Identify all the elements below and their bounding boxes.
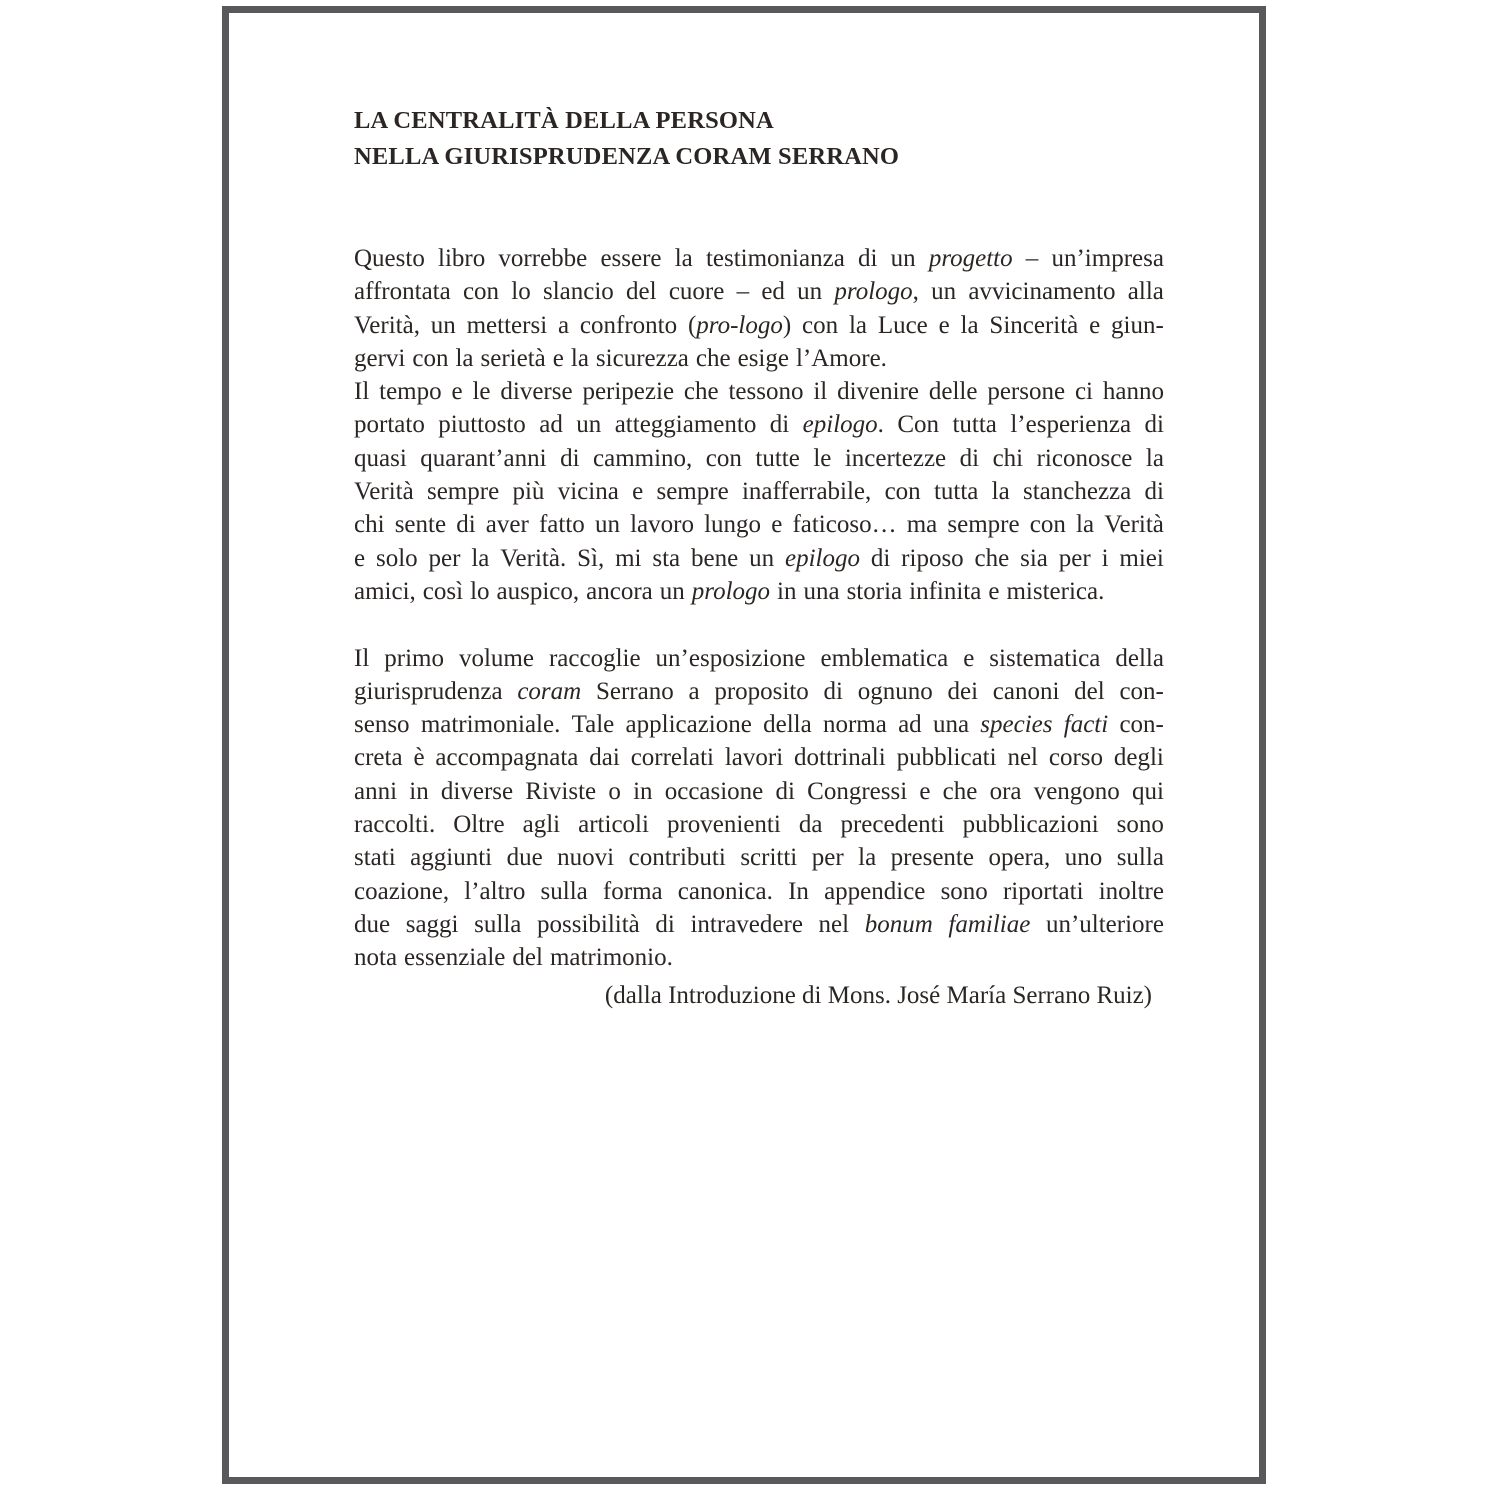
cover-text: [354, 103, 1164, 1012]
word: infinita: [909, 577, 982, 605]
word: ad: [539, 411, 563, 439]
word: vengono: [1033, 777, 1120, 805]
word: inafferrabile,: [741, 478, 872, 506]
word: di: [1144, 478, 1164, 506]
word: accompagnata: [435, 744, 579, 772]
word: Sincerità: [989, 311, 1079, 339]
text-line: [354, 309, 1164, 342]
text-line: [354, 642, 1164, 675]
word: qui: [1132, 777, 1164, 805]
word: sente: [394, 511, 447, 539]
word: ora: [989, 777, 1022, 805]
word: miei: [1119, 544, 1164, 572]
word: sulla: [474, 910, 522, 938]
word: lavori: [724, 744, 784, 772]
word: sempre: [426, 478, 500, 506]
word: ma: [906, 511, 938, 539]
word: quasi: [354, 444, 407, 472]
word: pubblicazioni: [962, 811, 1099, 839]
word: un: [576, 411, 602, 439]
word: di: [769, 411, 790, 439]
word: più: [512, 478, 545, 506]
word: epilogo: [784, 544, 860, 572]
word: alla: [1127, 278, 1164, 306]
word: tutte: [755, 444, 800, 472]
paragraph-spacer: [354, 608, 1164, 641]
word: del: [512, 944, 543, 972]
title-line-1: LA CENTRALITÀ DELLA PERSONA: [354, 107, 774, 134]
word: portato: [354, 411, 425, 439]
word: in: [409, 777, 429, 805]
word: aver: [485, 511, 529, 539]
title-line-2: NELLA GIURISPRUDENZA CORAM SERRANO: [354, 143, 900, 170]
word: e: [963, 644, 975, 672]
word: per: [1058, 544, 1091, 572]
word: incertezze: [844, 444, 947, 472]
word: intravedere: [690, 910, 803, 938]
word: esige: [737, 344, 789, 372]
word: sta: [652, 544, 681, 572]
word: lo: [511, 278, 531, 306]
word: Il: [354, 644, 370, 672]
word: presente: [890, 844, 974, 872]
word: ci: [1074, 378, 1093, 406]
word: ad: [898, 711, 922, 739]
word: e: [632, 478, 644, 506]
text-line: [354, 941, 1164, 974]
word: precedenti: [840, 811, 945, 839]
word: e: [451, 378, 463, 406]
word: un: [797, 278, 823, 306]
word: sia: [1020, 544, 1048, 572]
word: prologo,: [834, 278, 919, 306]
word: sicurezza: [595, 344, 689, 372]
word: degli: [1113, 744, 1164, 772]
word: bonum: [864, 910, 933, 938]
word: è: [413, 744, 425, 772]
word: nel: [818, 910, 850, 938]
word: fatto: [538, 511, 585, 539]
word: tempo: [379, 378, 442, 406]
word: o: [608, 777, 621, 805]
text-line: [354, 475, 1164, 508]
word: la: [848, 311, 867, 339]
word: piuttosto: [438, 411, 526, 439]
word: di: [560, 444, 580, 472]
word: che: [942, 777, 978, 805]
word: con: [462, 278, 500, 306]
word: del: [626, 278, 657, 306]
word: Con: [897, 411, 940, 439]
word: Serrano: [595, 677, 674, 705]
word: gervi: [354, 344, 406, 372]
word: species: [980, 711, 1053, 739]
text-line: [354, 675, 1164, 708]
word: che: [683, 378, 719, 406]
word: faticoso…: [792, 511, 897, 539]
word: la: [858, 844, 877, 872]
book-back-cover: [222, 6, 1266, 1484]
word: di: [959, 444, 980, 472]
word: epilogo.: [802, 411, 884, 439]
word: con: [1029, 511, 1066, 539]
word: di: [456, 511, 476, 539]
word: le: [472, 378, 491, 406]
word: sulla: [540, 877, 588, 905]
word: di: [1144, 411, 1164, 439]
word: coram: [517, 677, 582, 705]
word: i: [1101, 544, 1109, 572]
word: anni: [354, 777, 398, 805]
word: pubblicati: [896, 744, 997, 772]
word: storia: [846, 577, 903, 605]
word: la: [1145, 444, 1164, 472]
text-line: [354, 775, 1164, 808]
word: con: [705, 444, 742, 472]
word: slancio: [542, 278, 614, 306]
word: dai: [589, 744, 620, 772]
word: applicazione: [625, 711, 752, 739]
text-line: [354, 841, 1164, 874]
word: e: [354, 544, 366, 572]
word: che: [695, 344, 731, 372]
word: Oltre: [453, 811, 505, 839]
text-line: [354, 408, 1164, 441]
text-line: [354, 708, 1164, 741]
word: delle: [928, 378, 978, 406]
word: agli: [522, 811, 561, 839]
word: opera,: [988, 844, 1051, 872]
word: Verità,: [354, 311, 420, 339]
word: –: [736, 278, 750, 306]
word: Verità: [1104, 511, 1164, 539]
word: uno: [1064, 844, 1103, 872]
paragraph-1: [354, 242, 1164, 608]
word: un: [594, 511, 620, 539]
word: vorrebbe: [498, 245, 588, 272]
word: di: [857, 245, 878, 272]
word: nota: [354, 944, 398, 972]
word: provenienti: [666, 811, 781, 839]
text-line: [354, 375, 1164, 408]
word: Questo: [354, 245, 425, 272]
text-line: [354, 542, 1164, 575]
word: cuore: [668, 278, 725, 306]
word: essenziale: [404, 944, 506, 972]
word: solo: [375, 544, 418, 572]
text-line: [354, 342, 1164, 375]
word: nel: [1007, 744, 1038, 772]
text-line: [354, 741, 1164, 774]
word: e: [988, 577, 1000, 605]
word: sempre: [947, 511, 1020, 539]
word: Il: [354, 378, 370, 406]
word: canoni: [992, 677, 1060, 705]
word: Luce: [877, 311, 928, 339]
word: la: [674, 245, 693, 272]
text-line: [354, 908, 1164, 941]
word: mi: [615, 544, 642, 572]
word: di: [870, 544, 891, 572]
word: corso: [1048, 744, 1104, 772]
word: persone: [987, 378, 1066, 406]
word: ancora: [586, 577, 653, 605]
word: confronto: [579, 311, 678, 339]
word: tutta: [933, 478, 979, 506]
word: con: [884, 478, 921, 506]
word: del: [1074, 677, 1105, 705]
word: hanno: [1102, 378, 1164, 406]
word: la: [1076, 511, 1095, 539]
word: raccoglie: [548, 644, 641, 672]
word: avvicinamento: [968, 278, 1116, 306]
word: atteggiamento: [614, 411, 757, 439]
word: appendice: [824, 877, 926, 905]
word: due: [506, 844, 543, 872]
word: tessono: [728, 378, 804, 406]
word: prologo: [691, 577, 771, 605]
word: chi: [992, 444, 1024, 472]
word: chi: [354, 511, 385, 539]
word: le: [813, 444, 832, 472]
word: per: [811, 844, 844, 872]
word: in: [777, 577, 797, 605]
word: peripezie: [582, 378, 675, 406]
word: volume: [458, 644, 534, 672]
word: l’Amore.: [795, 344, 887, 372]
word: tutta: [952, 411, 997, 439]
blurb: [354, 242, 1164, 975]
word: Riviste: [525, 777, 597, 805]
word: contributi: [628, 844, 726, 872]
word: testimonianza: [705, 245, 845, 272]
word: In: [788, 877, 809, 905]
word: il: [813, 378, 828, 406]
word: Tale: [571, 711, 615, 739]
text-line: [354, 242, 1164, 275]
word: riposo: [901, 544, 964, 572]
word: sempre: [656, 478, 729, 506]
word: matrimonio.: [549, 944, 673, 972]
word: senso: [354, 711, 410, 739]
word: un: [430, 311, 456, 339]
word: primo: [384, 644, 444, 672]
text-line: [354, 808, 1164, 841]
word: diverse: [500, 378, 573, 406]
word: auspico,: [496, 577, 580, 605]
word: così: [422, 577, 464, 605]
word: norma: [822, 711, 887, 739]
word: –: [1025, 245, 1039, 272]
word: due: [354, 910, 391, 938]
word: articoli: [578, 811, 649, 839]
text-line: [354, 508, 1164, 541]
word: ed: [761, 278, 785, 306]
word: scritti: [740, 844, 798, 872]
word: lo: [470, 577, 490, 605]
word: una: [932, 711, 970, 739]
word: coazione,: [354, 877, 450, 905]
word: libro: [438, 245, 486, 272]
word: inoltre: [1098, 877, 1164, 905]
word: cammino,: [593, 444, 693, 472]
word: (pro-logo): [687, 311, 792, 339]
word: raccolti.: [354, 811, 436, 839]
word: riconosce: [1036, 444, 1133, 472]
paragraph-2: [354, 642, 1164, 975]
word: progetto: [928, 245, 1013, 272]
word: sulla: [1116, 844, 1164, 872]
word: la: [960, 311, 979, 339]
word: la: [471, 544, 490, 572]
text-line: [354, 442, 1164, 475]
word: l’esperienza: [1010, 411, 1132, 439]
word: un: [749, 544, 775, 572]
word: facti: [1063, 711, 1109, 739]
word: correlati: [630, 744, 714, 772]
word: da: [798, 811, 823, 839]
word: nuovi: [557, 844, 615, 872]
word: stanchezza: [1023, 478, 1132, 506]
word: una: [803, 577, 840, 605]
word: della: [763, 711, 812, 739]
word: un: [890, 245, 916, 272]
word: diverse: [440, 777, 514, 805]
word: Congressi: [807, 777, 908, 805]
word: e: [771, 511, 783, 539]
word: e: [938, 311, 950, 339]
word: mettersi: [466, 311, 548, 339]
word: con-: [1119, 677, 1164, 705]
word: un’ulteriore: [1045, 910, 1164, 938]
word: e: [919, 777, 931, 805]
word: giurisprudenza: [354, 677, 503, 705]
word: familiae: [948, 910, 1031, 938]
word: un: [931, 278, 957, 306]
word: emblematica: [820, 644, 949, 672]
word: sono: [1116, 811, 1164, 839]
word: ognuno: [857, 677, 933, 705]
word: e: [1089, 311, 1101, 339]
text-line: [354, 575, 1164, 608]
word: matrimoniale.: [420, 711, 561, 739]
word: a: [557, 311, 570, 339]
word: con: [412, 344, 449, 372]
word: sistematica: [989, 644, 1101, 672]
word: l’altro: [464, 877, 526, 905]
word: per: [428, 544, 461, 572]
word: divenire: [837, 378, 920, 406]
word: forma: [602, 877, 663, 905]
word: di: [823, 677, 843, 705]
word: un’esposizione: [655, 644, 806, 672]
word: con: [802, 311, 839, 339]
word: giun-: [1111, 311, 1164, 339]
word: essere: [600, 245, 662, 272]
word: che: [974, 544, 1010, 572]
book-title: [354, 103, 1164, 175]
word: occasione: [664, 777, 764, 805]
word: misterica.: [1006, 577, 1105, 605]
text-line: [354, 875, 1164, 908]
word: serietà: [480, 344, 546, 372]
word: di: [655, 910, 675, 938]
word: Verità: [354, 478, 414, 506]
word: un: [659, 577, 685, 605]
word: quarant’anni: [420, 444, 547, 472]
word: saggi: [405, 910, 459, 938]
word: stati: [354, 844, 396, 872]
word: creta: [354, 744, 403, 772]
word: Sì,: [577, 544, 605, 572]
text-line: [354, 275, 1164, 308]
word: di: [775, 777, 795, 805]
attribution: (dalla Introduzione di Mons. José María Serrano Ruiz): [604, 981, 1152, 1009]
word: riportati: [1002, 877, 1084, 905]
word: dottrinali: [794, 744, 886, 772]
word: con-: [1119, 711, 1164, 739]
word: la: [455, 344, 474, 372]
word: Verità.: [500, 544, 567, 572]
word: bene: [691, 544, 739, 572]
word: dei: [947, 677, 979, 705]
word: vicina: [557, 478, 619, 506]
word: della: [1115, 644, 1164, 672]
word: la: [991, 478, 1010, 506]
word: possibilità: [536, 910, 640, 938]
word: sono: [940, 877, 988, 905]
word: aggiunti: [410, 844, 493, 872]
word: la: [570, 344, 589, 372]
word: in: [633, 777, 653, 805]
word: a: [688, 677, 700, 705]
word: un’impresa: [1051, 245, 1164, 272]
word: amici,: [354, 577, 416, 605]
word: canonica.: [677, 877, 773, 905]
word: e: [552, 344, 564, 372]
word: lavoro: [630, 511, 694, 539]
word: affrontata: [354, 278, 451, 306]
word: lungo: [704, 511, 762, 539]
word: proposito: [714, 677, 809, 705]
